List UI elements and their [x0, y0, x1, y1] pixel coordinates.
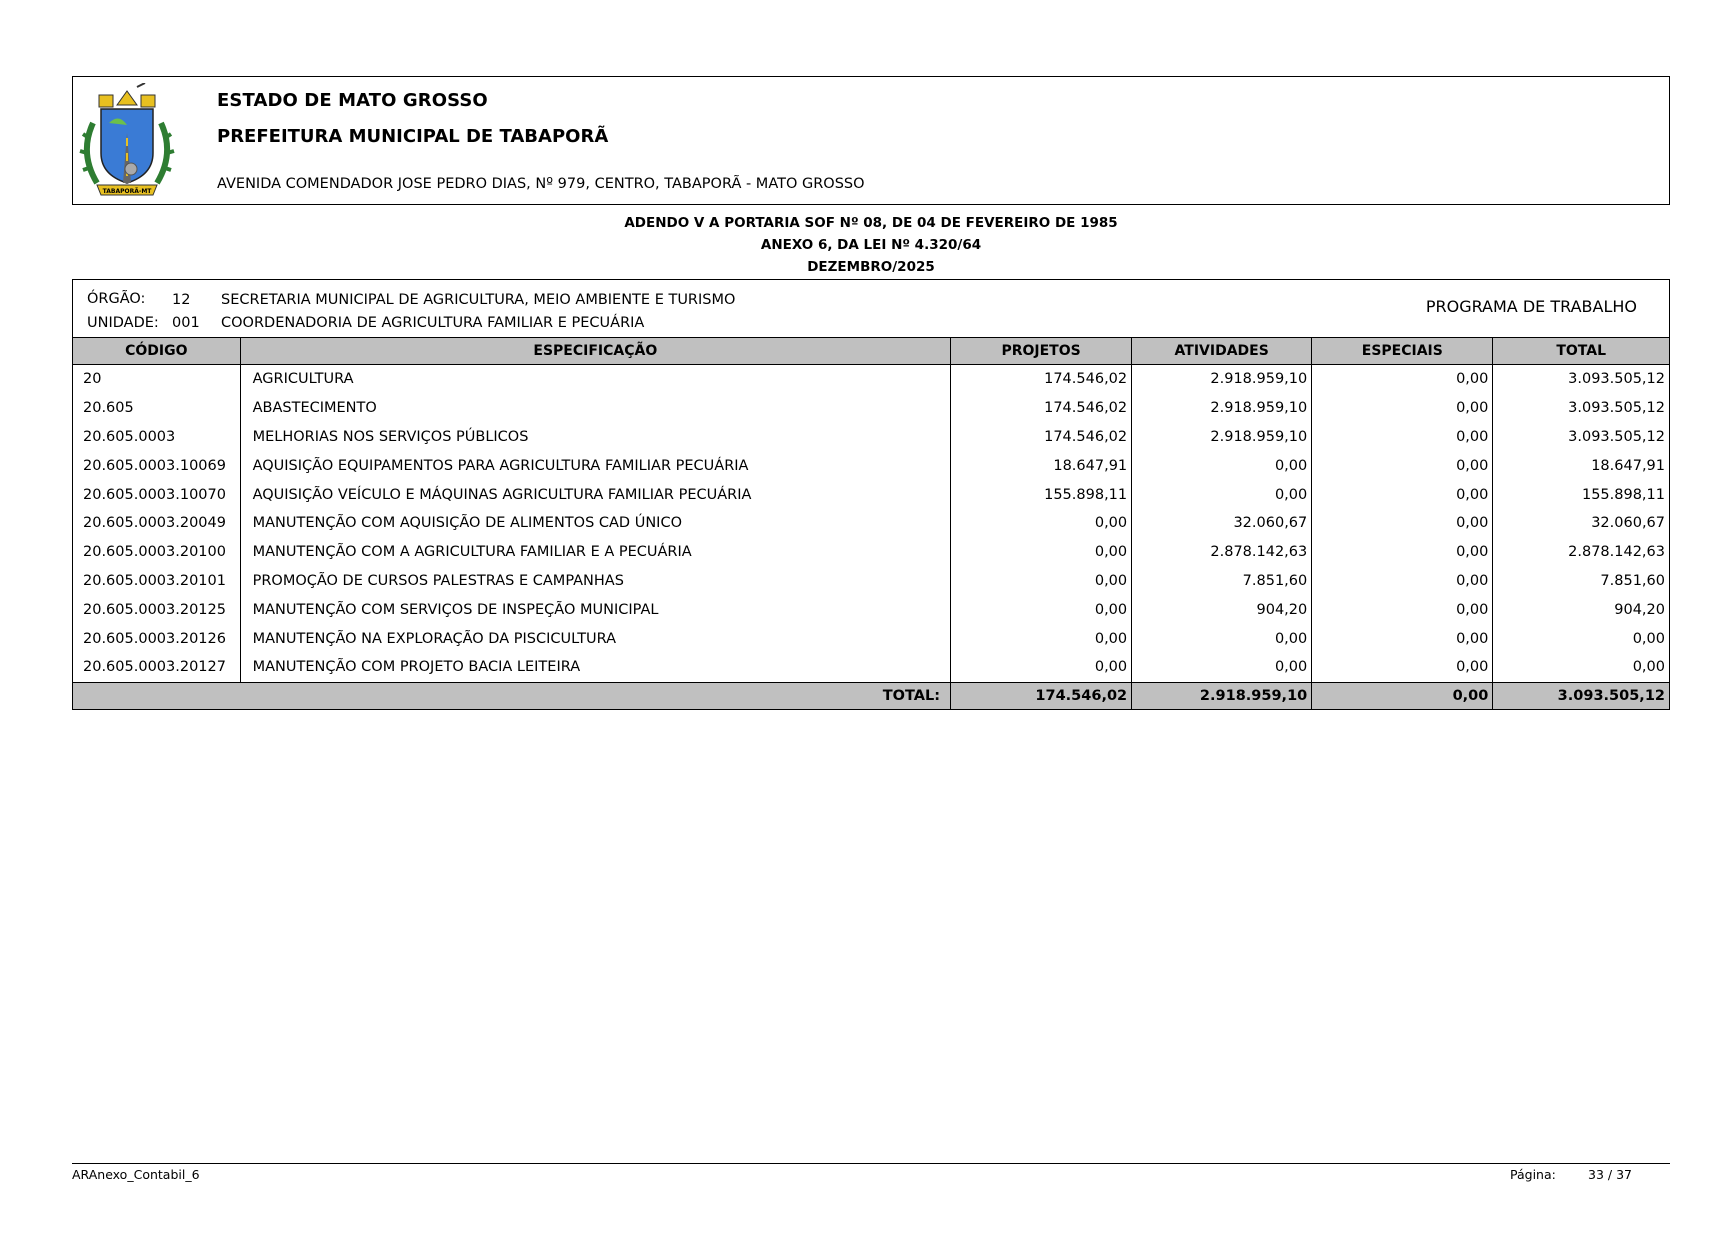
cell-total: 3.093.505,12	[1493, 423, 1669, 452]
cell-codigo: 20.605.0003.20125	[83, 601, 226, 618]
address-line: AVENIDA COMENDADOR JOSE PEDRO DIAS, Nº 979, CENTRO, TABAPORÃ - MATO GROSSO	[217, 176, 865, 192]
cell-total: 18.647,91	[1493, 451, 1669, 480]
cell-especiais: 0,00	[1312, 394, 1493, 423]
cell-codigo: 20	[83, 371, 102, 388]
orgao-name: SECRETARIA MUNICIPAL DE AGRICULTURA, MEIO AMBIENTE E TURISMO	[221, 292, 736, 308]
cell-codigo: 20.605.0003.20049	[83, 515, 226, 532]
col-header-codigo: CÓDIGO	[73, 338, 240, 365]
total-total: 3.093.505,12	[1493, 682, 1669, 709]
cell-atividades: 7.851,60	[1132, 567, 1312, 596]
cell-especiais: 0,00	[1312, 538, 1493, 567]
table-total-row	[73, 682, 1669, 709]
municipal-crest-icon	[79, 83, 175, 199]
cell-total: 0,00	[1493, 624, 1669, 653]
cell-atividades: 2.918.959,10	[1132, 423, 1312, 452]
cell-codigo: 20.605.0003.20127	[83, 659, 226, 676]
page-label: Página:	[1510, 1167, 1556, 1182]
cell-total: 155.898,11	[1493, 480, 1669, 509]
cell-projetos: 18.647,91	[951, 451, 1132, 480]
cell-especiais: 0,00	[1312, 653, 1493, 682]
orgao-label: ÓRGÃO:	[87, 291, 146, 307]
table-row	[73, 394, 1669, 423]
cell-codigo: 20.605.0003.20100	[83, 544, 226, 561]
cell-projetos: 0,00	[951, 509, 1132, 538]
subheading-period: DEZEMBRO/2025	[807, 259, 935, 275]
cell-especificacao: MANUTENÇÃO COM SERVIÇOS DE INSPEÇÃO MUNICIPAL	[240, 595, 950, 624]
footer-divider	[72, 1163, 1670, 1164]
col-header-projetos: PROJETOS	[951, 338, 1132, 365]
cell-codigo: 20.605.0003.20101	[83, 572, 226, 589]
table-row	[73, 567, 1669, 596]
cell-especiais: 0,00	[1312, 451, 1493, 480]
col-header-especiais: ESPECIAIS	[1312, 338, 1493, 365]
cell-projetos: 174.546,02	[951, 365, 1132, 394]
cell-codigo: 20.605	[83, 400, 134, 417]
cell-especificacao: MANUTENÇÃO COM A AGRICULTURA FAMILIAR E A PECUÁRIA	[240, 538, 950, 567]
subheading-anexo: ANEXO 6, DA LEI Nº 4.320/64	[760, 237, 982, 253]
org-info	[73, 280, 1669, 337]
budget-table	[73, 337, 1669, 710]
cell-atividades: 0,00	[1132, 653, 1312, 682]
cell-codigo: 20.605.0003.20126	[83, 630, 226, 647]
cell-especiais: 0,00	[1312, 595, 1493, 624]
cell-projetos: 174.546,02	[951, 394, 1132, 423]
cell-especificacao: PROMOÇÃO DE CURSOS PALESTRAS E CAMPANHAS	[240, 567, 950, 596]
table-row	[73, 480, 1669, 509]
cell-total: 2.878.142,63	[1493, 538, 1669, 567]
cell-atividades: 2.918.959,10	[1132, 365, 1312, 394]
cell-especiais: 0,00	[1312, 480, 1493, 509]
table-row	[73, 653, 1669, 682]
cell-especificacao: AQUISIÇÃO VEÍCULO E MÁQUINAS AGRICULTURA FAMILIAR PECUÁRIA	[240, 480, 950, 509]
cell-total: 3.093.505,12	[1493, 365, 1669, 394]
cell-especiais: 0,00	[1312, 365, 1493, 394]
program-title: PROGRAMA DE TRABALHO	[1425, 297, 1637, 316]
report-name: ARAnexo_Contabil_6	[72, 1167, 200, 1182]
unidade-name: COORDENADORIA DE AGRICULTURA FAMILIAR E PECUÁRIA	[221, 315, 645, 331]
table-row	[73, 538, 1669, 567]
cell-atividades: 32.060,67	[1132, 509, 1312, 538]
crest-banner-text: TABAPORÃ-MT	[102, 188, 152, 195]
work-program-table-box	[72, 279, 1670, 710]
prefecture-title: PREFEITURA MUNICIPAL DE TABAPORÃ	[217, 126, 609, 147]
total-especiais: 0,00	[1312, 682, 1493, 709]
unidade-code: 001	[172, 315, 200, 331]
cell-atividades: 0,00	[1132, 451, 1312, 480]
table-row	[73, 624, 1669, 653]
cell-atividades: 2.878.142,63	[1132, 538, 1312, 567]
cell-atividades: 0,00	[1132, 624, 1312, 653]
cell-especificacao: MANUTENÇÃO COM PROJETO BACIA LEITEIRA	[240, 653, 950, 682]
cell-projetos: 0,00	[951, 653, 1132, 682]
table-row	[73, 365, 1669, 394]
state-title: ESTADO DE MATO GROSSO	[217, 90, 488, 111]
table-row	[73, 509, 1669, 538]
cell-especiais: 0,00	[1312, 423, 1493, 452]
cell-codigo: 20.605.0003	[83, 428, 176, 445]
total-projetos: 174.546,02	[951, 682, 1132, 709]
cell-projetos: 155.898,11	[951, 480, 1132, 509]
cell-projetos: 0,00	[951, 595, 1132, 624]
table-header-row	[73, 338, 1669, 365]
col-header-atividades: ATIVIDADES	[1132, 338, 1312, 365]
cell-especificacao: AQUISIÇÃO EQUIPAMENTOS PARA AGRICULTURA FAMILIAR PECUÁRIA	[240, 451, 950, 480]
letterhead	[72, 76, 1670, 205]
cell-especificacao: MANUTENÇÃO NA EXPLORAÇÃO DA PISCICULTURA	[240, 624, 950, 653]
orgao-code: 12	[172, 292, 191, 308]
cell-total: 904,20	[1493, 595, 1669, 624]
report-subheadings	[72, 212, 1670, 278]
cell-total: 0,00	[1493, 653, 1669, 682]
cell-projetos: 0,00	[951, 538, 1132, 567]
cell-atividades: 0,00	[1132, 480, 1312, 509]
subheading-portaria: ADENDO V A PORTARIA SOF Nº 08, DE 04 DE FEVEREIRO DE 1985	[624, 215, 1118, 231]
unidade-label: UNIDADE:	[87, 315, 159, 331]
cell-codigo: 20.605.0003.10070	[83, 486, 226, 503]
table-row	[73, 451, 1669, 480]
cell-especificacao: MELHORIAS NOS SERVIÇOS PÚBLICOS	[240, 423, 950, 452]
cell-especiais: 0,00	[1312, 567, 1493, 596]
cell-especificacao: MANUTENÇÃO COM AQUISIÇÃO DE ALIMENTOS CAD ÚNICO	[240, 509, 950, 538]
page-number: 33 / 37	[1588, 1167, 1632, 1182]
cell-atividades: 2.918.959,10	[1132, 394, 1312, 423]
cell-projetos: 0,00	[951, 624, 1132, 653]
cell-total: 7.851,60	[1493, 567, 1669, 596]
cell-total: 3.093.505,12	[1493, 394, 1669, 423]
col-header-total: TOTAL	[1493, 338, 1669, 365]
cell-especiais: 0,00	[1312, 509, 1493, 538]
cell-especificacao: AGRICULTURA	[240, 365, 950, 394]
table-row	[73, 595, 1669, 624]
cell-atividades: 904,20	[1132, 595, 1312, 624]
total-atividades: 2.918.959,10	[1132, 682, 1312, 709]
cell-especiais: 0,00	[1312, 624, 1493, 653]
col-header-especificacao: ESPECIFICAÇÃO	[240, 338, 950, 365]
cell-projetos: 174.546,02	[951, 423, 1132, 452]
cell-especificacao: ABASTECIMENTO	[240, 394, 950, 423]
cell-codigo: 20.605.0003.10069	[83, 457, 226, 474]
total-label: TOTAL:	[73, 682, 951, 709]
cell-total: 32.060,67	[1493, 509, 1669, 538]
cell-projetos: 0,00	[951, 567, 1132, 596]
table-row	[73, 423, 1669, 452]
